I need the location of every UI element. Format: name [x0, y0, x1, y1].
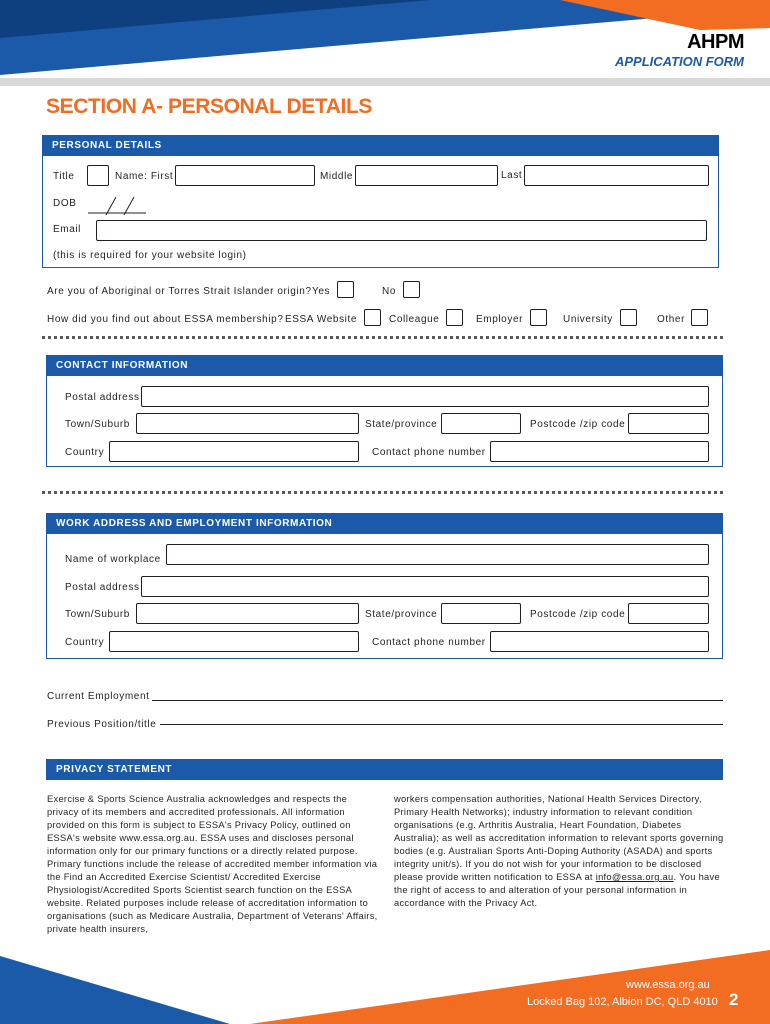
work-country-label: Country	[65, 637, 105, 648]
contact-phone-label: Contact phone number	[372, 447, 486, 458]
privacy-text-col2-after: . You have the right of access to and alteration of your personal information in accordance with the Privacy Act.	[394, 872, 720, 908]
footer-address: Locked Bag 102, Albion DC, QLD 4010	[527, 996, 718, 1008]
work-postal-label: Postal address	[65, 582, 140, 593]
contact-town-label: Town/Suburb	[65, 419, 130, 430]
last-name-label: Last	[501, 170, 523, 181]
email-note: (this is required for your website login)	[53, 250, 247, 261]
contact-country-label: Country	[65, 447, 105, 458]
divider-1	[42, 336, 723, 339]
contact-postal-input[interactable]	[141, 386, 709, 407]
work-state-label: State/province	[365, 609, 438, 620]
email-label: Email	[53, 224, 82, 235]
dob-input[interactable]	[88, 195, 148, 217]
work-state-input[interactable]	[441, 603, 521, 624]
privacy-text-col1: Exercise & Sports Science Australia acknowledges and respects the privacy of its members and accredited professionals. All information provided on this form is subject to ESSA's Privacy Policy, outlined on ESSA's website www.essa.org.au. ESSA uses and discloses personal information only for our primary functions or a directly related purpose. Primary functions include the release of accredited member information via the Find an Accredited Exercise Scientist/ Accredited Exercise Physiologist/Accredited Sports Scientist search function on the ESSA website. Related purposes include release of accreditation information to organisations (such as Medicare Australia, Department of Veterans' Affairs, private health insurers,	[47, 794, 378, 934]
contact-country-input[interactable]	[109, 441, 359, 462]
privacy-text-col2	[394, 793, 724, 910]
option-other-checkbox[interactable]	[691, 309, 708, 326]
aboriginal-yes-checkbox[interactable]	[337, 281, 354, 298]
work-postcode-label: Postcode /zip code	[530, 609, 626, 620]
brand-name: AHPM	[687, 31, 744, 53]
aboriginal-yes-label: Yes	[312, 286, 331, 297]
work-town-label: Town/Suburb	[65, 609, 130, 620]
last-name-input[interactable]	[524, 165, 709, 186]
work-phone-input[interactable]	[490, 631, 709, 652]
find-out-question: How did you find out about ESSA membership?	[47, 314, 284, 325]
aboriginal-no-label: No	[382, 286, 396, 297]
first-name-input[interactable]	[175, 165, 315, 186]
option-other-label: Other	[657, 314, 686, 325]
previous-position-label: Previous Position/title	[47, 719, 157, 730]
first-name-label: Name: First	[115, 171, 174, 182]
contact-postcode-label: Postcode /zip code	[530, 419, 626, 430]
contact-postal-label: Postal address	[65, 392, 140, 403]
contact-phone-input[interactable]	[490, 441, 709, 462]
work-postcode-input[interactable]	[628, 603, 709, 624]
work-postal-input[interactable]	[141, 576, 709, 597]
contact-state-input[interactable]	[441, 413, 521, 434]
work-workplace-label: Name of workplace	[65, 554, 161, 565]
contact-postcode-input[interactable]	[628, 413, 709, 434]
privacy-email-link[interactable]: info@essa.org.au	[595, 872, 674, 882]
aboriginal-question: Are you of Aboriginal or Torres Strait Islander origin?	[47, 286, 312, 297]
dob-label: DOB	[53, 198, 77, 209]
contact-heading: CONTACT INFORMATION	[46, 355, 723, 376]
option-employer-checkbox[interactable]	[530, 309, 547, 326]
divider-2	[42, 491, 723, 494]
previous-position-input[interactable]	[160, 724, 723, 725]
work-workplace-input[interactable]	[166, 544, 709, 565]
page-number: 2	[729, 990, 739, 1009]
option-essa-website-label: ESSA Website	[285, 314, 358, 325]
current-employment-label: Current Employment	[47, 691, 150, 702]
work-phone-label: Contact phone number	[372, 637, 486, 648]
work-country-input[interactable]	[109, 631, 359, 652]
contact-state-label: State/province	[365, 419, 438, 430]
title-input[interactable]	[87, 165, 109, 186]
title-label: Title	[53, 171, 75, 182]
privacy-text-col2-before: workers compensation authorities, National Health Services Directory, Primary Health Networks); industry information to relevant condition organisations (e.g. Arthritis Australia, Heart Foundation, Diabetes Australia); as well as accreditation information to relevant sports governing bodies (e.g. Australian Sports Anti-Doping Authority (ASADA) and sports integrity unit/s). If you do not wish for your information to be disclosed please provide written notification to ESSA at	[394, 794, 724, 882]
option-colleague-label: Colleague	[389, 314, 440, 325]
middle-name-label: Middle	[320, 171, 354, 182]
form-subtitle: APPLICATION FORM	[614, 54, 744, 69]
footer-website[interactable]: www.essa.org.au	[626, 979, 710, 991]
aboriginal-no-checkbox[interactable]	[403, 281, 420, 298]
personal-details-heading: PERSONAL DETAILS	[42, 135, 719, 156]
header-banner	[0, 0, 770, 90]
option-employer-label: Employer	[476, 314, 524, 325]
section-title: SECTION A- PERSONAL DETAILS	[46, 95, 372, 118]
work-heading: WORK ADDRESS AND EMPLOYMENT INFORMATION	[46, 513, 723, 534]
middle-name-input[interactable]	[355, 165, 498, 186]
option-university-label: University	[563, 314, 613, 325]
email-input[interactable]	[96, 220, 707, 241]
privacy-heading: PRIVACY STATEMENT	[46, 759, 723, 780]
work-town-input[interactable]	[136, 603, 359, 624]
option-essa-website-checkbox[interactable]	[364, 309, 381, 326]
contact-town-input[interactable]	[136, 413, 359, 434]
option-colleague-checkbox[interactable]	[446, 309, 463, 326]
option-university-checkbox[interactable]	[620, 309, 637, 326]
current-employment-input[interactable]	[152, 700, 723, 701]
